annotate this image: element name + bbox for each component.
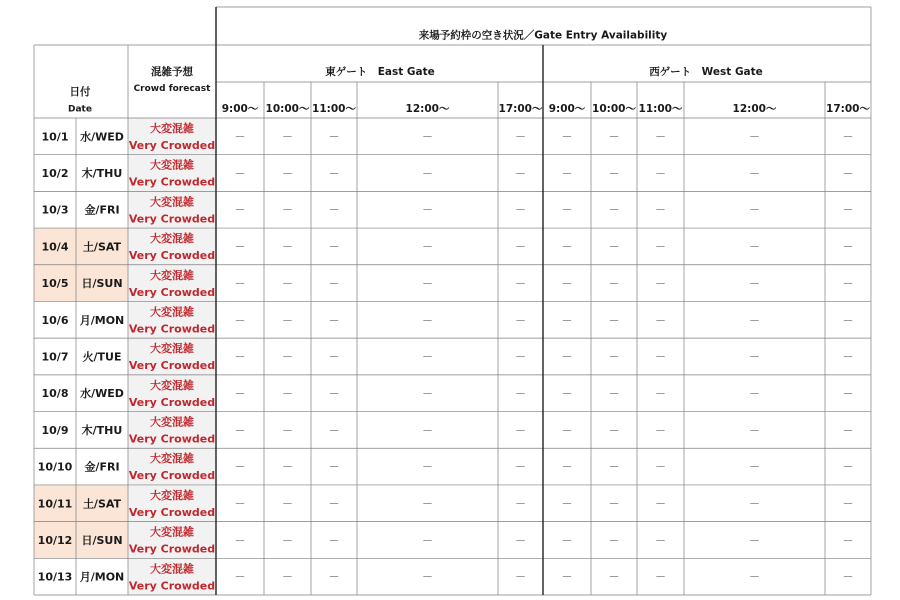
west-slot-4: － [842,313,854,327]
table-title: 来場予約枠の空き状況／Gate Entry Availability [418,29,668,42]
west-slot-4: － [842,350,854,364]
east-slot-2: － [328,203,340,217]
forecast-en: Very Crowded [128,322,216,336]
row-date: 10/1 [41,130,69,144]
west-slot-1: － [608,350,620,364]
west-slot-1: － [608,497,620,511]
east-slot-2: － [328,423,340,437]
east-time-1: 10:00〜 [265,103,310,115]
east-slot-4: － [515,423,526,437]
west-slot-3: － [749,570,760,584]
west-slot-1: － [608,167,620,181]
east-slot-3: － [422,313,433,327]
forecast-ja: 大変混雑 [150,122,194,135]
east-slot-4: － [515,130,526,144]
row-day: 日/SUN [81,277,123,291]
row-day: 水/WED [80,130,124,144]
row-date: 10/10 [37,460,73,474]
west-slot-1: － [608,313,620,327]
west-slot-4: － [842,130,854,144]
east-slot-3: － [422,387,433,401]
west-slot-3: － [749,460,760,474]
forecast-en: Very Crowded [128,212,216,226]
row-date: 10/11 [37,497,73,511]
west-slot-2: － [655,460,666,474]
east-slot-3: － [422,570,433,584]
west-slot-4: － [842,533,854,547]
west-slot-0: － [561,350,573,364]
east-time-2: 11:00〜 [312,103,356,115]
row-day: 土/SAT [82,497,122,511]
east-slot-3: － [422,497,433,511]
row-date: 10/7 [41,350,69,364]
forecast-en: Very Crowded [128,469,216,483]
east-slot-3: － [422,130,433,144]
row-day: 月/MON [79,570,125,584]
forecast-en: Very Crowded [128,175,216,189]
east-slot-2: － [328,350,340,364]
west-slot-0: － [561,203,573,217]
west-slot-1: － [608,423,620,437]
west-slot-4: － [842,423,854,437]
forecast-en: Very Crowded [128,395,216,409]
east-slot-0: － [234,277,246,291]
east-slot-0: － [234,497,246,511]
east-slot-4: － [515,387,526,401]
forecast-ja: 大変混雑 [150,562,194,576]
row-date: 10/12 [37,533,73,547]
row-date: 10/9 [41,423,69,437]
west-slot-2: － [655,130,666,144]
east-slot-0: － [234,423,246,437]
row-day: 木/THU [81,167,123,181]
east-slot-1: － [282,497,293,511]
west-slot-3: － [749,387,760,401]
east-slot-2: － [328,460,340,474]
west-slot-3: － [749,350,760,364]
row-day: 火/TUE [82,350,122,364]
east-slot-0: － [234,570,246,584]
west-slot-2: － [655,533,666,547]
row-day: 水/WED [80,387,124,401]
date-header: 日付 [69,86,91,98]
west-slot-2: － [655,570,666,584]
east-slot-2: － [328,387,340,401]
row-date: 10/6 [41,313,69,327]
west-slot-4: － [842,570,854,584]
west-slot-1: － [608,387,620,401]
east-slot-4: － [515,570,526,584]
east-slot-4: － [515,203,526,217]
forecast-header: 混雑予想 [151,66,193,78]
east-slot-1: － [282,240,293,254]
east-gate-header: 東ゲート East Gate [325,66,435,78]
west-slot-2: － [655,203,666,217]
west-slot-4: － [842,387,854,401]
row-day: 金/FRI [84,203,120,217]
east-slot-2: － [328,277,340,291]
east-slot-4: － [515,460,526,474]
east-slot-0: － [234,387,246,401]
east-slot-2: － [328,313,340,327]
east-slot-4: － [515,350,526,364]
east-slot-4: － [515,533,526,547]
west-gate-header: 西ゲート West Gate [649,66,763,78]
west-slot-0: － [561,387,573,401]
east-slot-3: － [422,240,433,254]
west-slot-1: － [608,203,620,217]
east-time-4: 17:00〜 [498,103,543,115]
east-slot-2: － [328,533,340,547]
forecast-ja: 大変混雑 [150,158,194,172]
east-slot-1: － [282,130,293,144]
west-slot-4: － [842,497,854,511]
east-slot-1: － [282,277,293,291]
east-slot-0: － [234,350,246,364]
west-slot-3: － [749,240,760,254]
east-slot-0: － [234,203,246,217]
west-slot-2: － [655,387,666,401]
west-slot-3: － [749,130,760,144]
west-slot-0: － [561,277,573,291]
forecast-ja: 大変混雑 [150,305,194,319]
east-slot-3: － [422,460,433,474]
east-slot-3: － [422,350,433,364]
west-slot-1: － [608,460,620,474]
west-time-3: 12:00〜 [732,103,777,115]
east-slot-2: － [328,130,340,144]
east-slot-0: － [234,460,246,474]
west-slot-2: － [655,350,666,364]
west-slot-4: － [842,277,854,291]
west-slot-3: － [749,313,760,327]
east-slot-4: － [515,240,526,254]
west-slot-3: － [749,423,760,437]
east-slot-3: － [422,423,433,437]
west-slot-4: － [842,203,854,217]
east-slot-1: － [282,460,293,474]
west-slot-1: － [608,240,620,254]
forecast-en: Very Crowded [128,359,216,373]
forecast-ja: 大変混雑 [150,268,194,282]
west-slot-4: － [842,240,854,254]
east-slot-0: － [234,313,246,327]
west-slot-0: － [561,240,573,254]
east-slot-1: － [282,387,293,401]
east-slot-0: － [234,533,246,547]
east-slot-2: － [328,240,340,254]
row-date: 10/5 [41,277,69,291]
forecast-ja: 大変混雑 [150,378,194,392]
east-slot-0: － [234,130,246,144]
forecast-ja: 大変混雑 [150,195,194,209]
east-time-3: 12:00〜 [405,103,450,115]
east-slot-3: － [422,533,433,547]
west-slot-0: － [561,423,573,437]
east-slot-3: － [422,167,433,181]
west-time-1: 10:00〜 [592,103,636,115]
west-slot-1: － [608,533,620,547]
west-time-4: 17:00〜 [826,103,870,115]
east-slot-1: － [282,167,293,181]
forecast-en: Very Crowded [128,285,216,299]
east-slot-2: － [328,167,340,181]
west-slot-2: － [655,313,666,327]
east-slot-3: － [422,277,433,291]
east-slot-3: － [422,203,433,217]
row-date: 10/13 [37,570,73,584]
west-slot-0: － [561,497,573,511]
east-slot-0: － [234,167,246,181]
row-day: 木/THU [81,423,123,437]
forecast-header-en: Crowd forecast [133,84,211,94]
row-day: 金/FRI [84,460,120,474]
date-header-en: Date [68,104,92,115]
east-slot-1: － [282,570,293,584]
forecast-en: Very Crowded [128,139,216,152]
east-slot-4: － [515,497,526,511]
east-slot-1: － [282,313,293,327]
row-date: 10/3 [41,203,69,217]
east-slot-0: － [234,240,246,254]
row-day: 日/SUN [81,533,123,547]
forecast-ja: 大変混雑 [150,488,194,502]
west-slot-1: － [608,277,620,291]
west-slot-2: － [655,167,666,181]
forecast-ja: 大変混雑 [150,342,194,356]
east-slot-4: － [515,277,526,291]
row-day: 月/MON [79,313,125,327]
west-slot-4: － [842,167,854,181]
west-slot-1: － [608,130,620,144]
west-slot-0: － [561,130,573,144]
west-slot-3: － [749,277,760,291]
west-slot-2: － [655,277,666,291]
row-date: 10/8 [41,387,69,401]
row-date: 10/4 [41,240,69,254]
row-day: 土/SAT [82,240,122,254]
east-slot-4: － [515,167,526,181]
west-slot-1: － [608,570,620,584]
forecast-en: Very Crowded [128,249,216,263]
forecast-ja: 大変混雑 [150,452,194,466]
west-slot-4: － [842,460,854,474]
west-slot-3: － [749,533,760,547]
west-slot-3: － [749,497,760,511]
west-slot-0: － [561,167,573,181]
east-slot-1: － [282,533,293,547]
row-date: 10/2 [41,167,69,181]
east-slot-1: － [282,423,293,437]
east-slot-1: － [282,203,293,217]
forecast-en: Very Crowded [128,505,216,519]
time-slot-headers [222,103,871,115]
east-time-0: 9:00〜 [221,103,259,115]
west-slot-0: － [561,460,573,474]
west-slot-0: － [561,313,573,327]
west-slot-0: － [561,570,573,584]
west-slot-2: － [655,497,666,511]
forecast-en: Very Crowded [128,579,216,593]
west-slot-3: － [749,203,760,217]
east-slot-4: － [515,313,526,327]
forecast-ja: 大変混雑 [150,525,194,539]
forecast-ja: 大変混雑 [150,415,194,429]
east-slot-2: － [328,570,340,584]
forecast-en: Very Crowded [128,432,216,446]
east-slot-2: － [328,497,340,511]
west-slot-3: － [749,167,760,181]
west-slot-2: － [655,423,666,437]
west-slot-2: － [655,240,666,254]
west-time-0: 9:00〜 [548,103,586,115]
west-slot-0: － [561,533,573,547]
forecast-en: Very Crowded [128,542,216,556]
west-time-2: 11:00〜 [638,103,683,115]
forecast-ja: 大変混雑 [150,232,194,246]
east-slot-1: － [282,350,293,364]
